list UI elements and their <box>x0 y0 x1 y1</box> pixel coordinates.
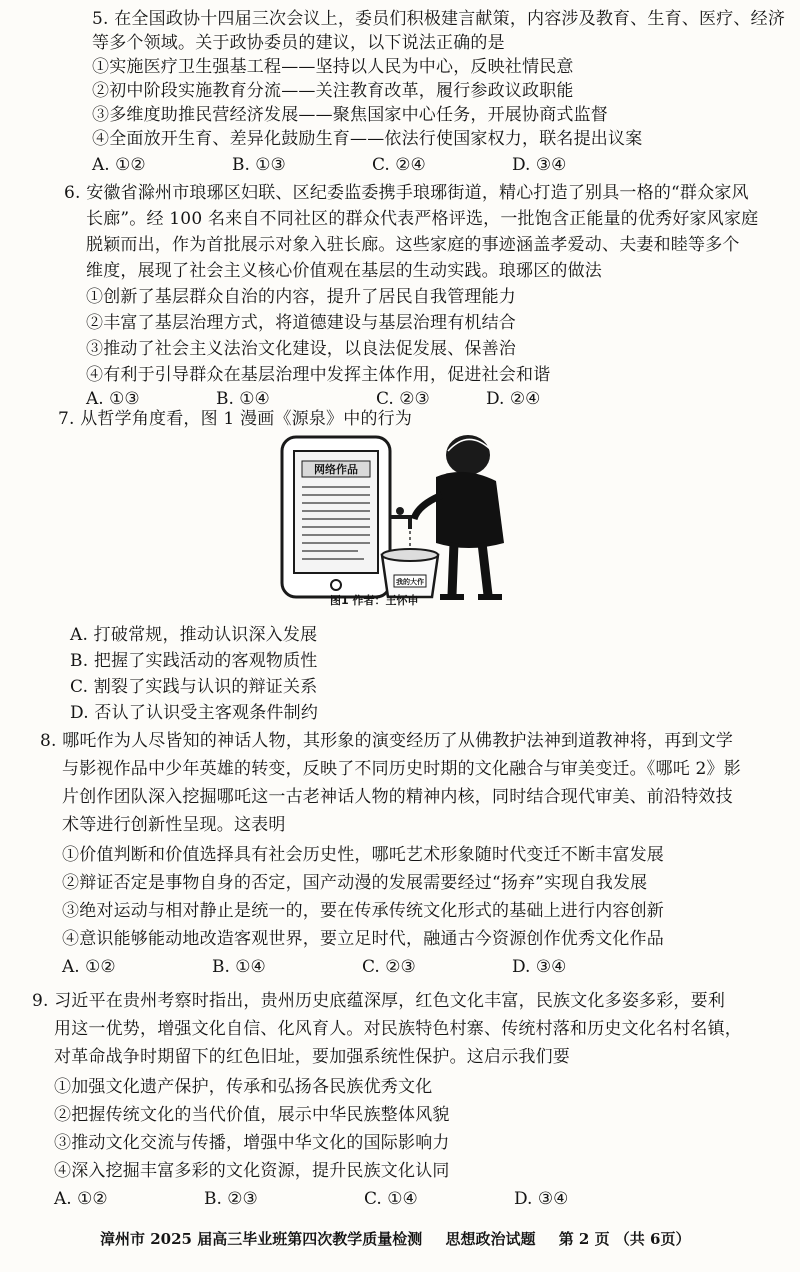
q6-option-d[interactable]: D. ②④ <box>486 389 541 409</box>
q5-statement-2: ②初中阶段实施教育分流——关注教育改革，履行参政议政职能 <box>92 81 574 101</box>
q9-statement-1: ①加强文化遗产保护，传承和弘扬各民族优秀文化 <box>54 1077 433 1097</box>
q6-line-1: 6. 安徽省滁州市琅琊区妇联、区纪委监委携手琅琊街道，精心打造了别具一格的“群众家风 <box>64 183 749 203</box>
person-legs <box>452 543 488 595</box>
q6-option-a[interactable]: A. ①③ <box>86 389 140 409</box>
q8-line-2: 与影视作品中少年英雄的转变，反映了不同历史时期的文化融合与审美变迁。《哪吒 2》影 <box>62 759 741 779</box>
q8-line-3: 片创作团队深入挖掘哪吒这一古老神话人物的精神内核，同时结合现代审美、前沿特效技 <box>62 787 733 807</box>
q6-statement-3: ③推动了社会主义法治文化建设，以良法促发展、保善治 <box>86 339 516 359</box>
q7-choice-c[interactable]: C. 割裂了实践与认识的辩证关系 <box>70 677 318 697</box>
q6-statement-4: ④有利于引导群众在基层治理中发挥主体作用，促进社会和谐 <box>86 365 551 385</box>
q8-option-d[interactable]: D. ③④ <box>512 957 567 977</box>
q5-statement-4: ④全面放开生育、差异化鼓励生育——依法行使国家权力，联名提出议案 <box>92 129 643 149</box>
q9-statement-3: ③推动文化交流与传播，增强中华文化的国际影响力 <box>54 1133 450 1153</box>
q5-statement-3: ③多维度助推民营经济发展——聚焦国家中心任务，开展协商式监督 <box>92 105 608 125</box>
bucket-rim <box>382 549 438 561</box>
q8-options <box>62 956 662 978</box>
q7-choice-a[interactable]: A. 打破常规，推动认识深入发展 <box>70 625 318 645</box>
q9-option-a[interactable]: A. ①② <box>54 1189 108 1209</box>
q8-line-1: 8. 哪吒作为人尽皆知的神话人物，其形象的演变经历了从佛教护法神到道教神将，再到文学 <box>40 731 734 751</box>
q9-option-d[interactable]: D. ③④ <box>514 1189 569 1209</box>
q6-line-3: 脱颖而出，作为首批展示对象入驻长廊。这些家庭的事迹涵盖孝爱动、夫妻和睦等多个 <box>86 235 740 255</box>
q9-line-1: 9. 习近平在贵州考察时指出，贵州历史底蕴深厚，红色文化丰富，民族文化多姿多彩，要利 <box>32 991 726 1011</box>
q9-option-c[interactable]: C. ①④ <box>364 1189 418 1209</box>
footer-subject: 思想政治试题 <box>445 1230 536 1248</box>
q6-line-2: 长廊”。经 100 名来自不同社区的群众代表严格评选，一批饱含正能量的优秀好家风家庭 <box>86 209 759 229</box>
footer-exam-title: 漳州市 2025 届高三毕业班第四次教学质量检测 <box>100 1230 423 1248</box>
page-footer <box>100 1228 740 1249</box>
q8-line-4: 术等进行创新性呈现。这表明 <box>62 815 286 835</box>
bucket-label: 我的大作 <box>396 578 424 586</box>
q8-statement-3: ③绝对运动与相对静止是统一的，要在传承传统文化形式的基础上进行内容创新 <box>62 901 664 921</box>
person-body <box>436 472 504 548</box>
q8-option-b[interactable]: B. ①④ <box>212 957 266 977</box>
q5-option-d[interactable]: D. ③④ <box>512 155 567 175</box>
q7-choice-d[interactable]: D. 否认了认识受主客观条件制约 <box>70 703 319 723</box>
footer-page-number: 第 2 页 （共 6页） <box>558 1230 691 1248</box>
q6-line-4: 维度，展现了社会主义核心价值观在基层的生动实践。琅琊区的做法 <box>86 261 602 281</box>
q8-option-a[interactable]: A. ①② <box>62 957 116 977</box>
q6-statement-2: ②丰富了基层治理方式，将道德建设与基层治理有机结合 <box>86 313 516 333</box>
q5-options <box>92 154 692 176</box>
q9-options <box>54 1166 654 1209</box>
q9-option-b[interactable]: B. ②③ <box>204 1189 258 1209</box>
q9-statement-2: ②把握传统文化的当代价值，展示中华民族整体风貌 <box>54 1105 450 1125</box>
q5-line-2: 等多个领域。关于政协委员的建议，以下说法正确的是 <box>92 33 505 53</box>
faucet-icon <box>390 517 410 529</box>
q5-option-a[interactable]: A. ①② <box>92 155 146 175</box>
q6-statement-1: ①创新了基层群众自治的内容，提升了居民自我管理能力 <box>86 287 516 307</box>
q9-line-2: 用这一优势，增强文化自信、化风育人。对民族特色村寨、传统村落和历史文化名村名镇， <box>54 1019 742 1039</box>
q5-statement-1: ①实施医疗卫生强基工程——坚持以人民为中心，反映社情民意 <box>92 57 574 77</box>
screen-label: 网络作品 <box>314 463 358 476</box>
faucet-handle-icon <box>396 507 404 515</box>
q5-line-1: 5. 在全国政协十四届三次会议上，委员们积极建言献策，内容涉及教育、生育、医疗、经济 <box>92 9 786 29</box>
q5-option-b[interactable]: B. ①③ <box>232 155 286 175</box>
cartoon-figure <box>268 425 528 610</box>
q7-choice-b[interactable]: B. 把握了实践活动的客观物质性 <box>70 651 318 671</box>
q9-statement-4: ④深入挖掘丰富多彩的文化资源，提升民族文化认同 <box>54 1161 450 1181</box>
figure-caption: 图1 作者：王怀申 <box>330 594 419 607</box>
q8-statement-1: ①价值判断和价值选择具有社会历史性，哪吒艺术形象随时代变迁不断丰富发展 <box>62 845 664 865</box>
q9-line-3: 对革命战争时期留下的红色旧址，要加强系统性保护。这启示我们要 <box>54 1047 570 1067</box>
q6-option-c[interactable]: C. ②③ <box>376 389 430 409</box>
q6-options <box>86 388 686 410</box>
q8-statement-4: ④意识能够能动地改造客观世界，要立足时代，融通古今资源创作优秀文化作品 <box>62 929 664 949</box>
q8-option-c[interactable]: C. ②③ <box>362 957 416 977</box>
q6-option-b[interactable]: B. ①④ <box>216 389 270 409</box>
q7-stem: 7. 从哲学角度看，图 1 漫画《源泉》中的行为 <box>58 409 413 429</box>
q8-statement-2: ②辩证否定是事物自身的否定，国产动漫的发展需要经过“扬弃”实现自我发展 <box>62 873 648 893</box>
person-head <box>446 435 490 475</box>
q5-option-c[interactable]: C. ②④ <box>372 155 426 175</box>
